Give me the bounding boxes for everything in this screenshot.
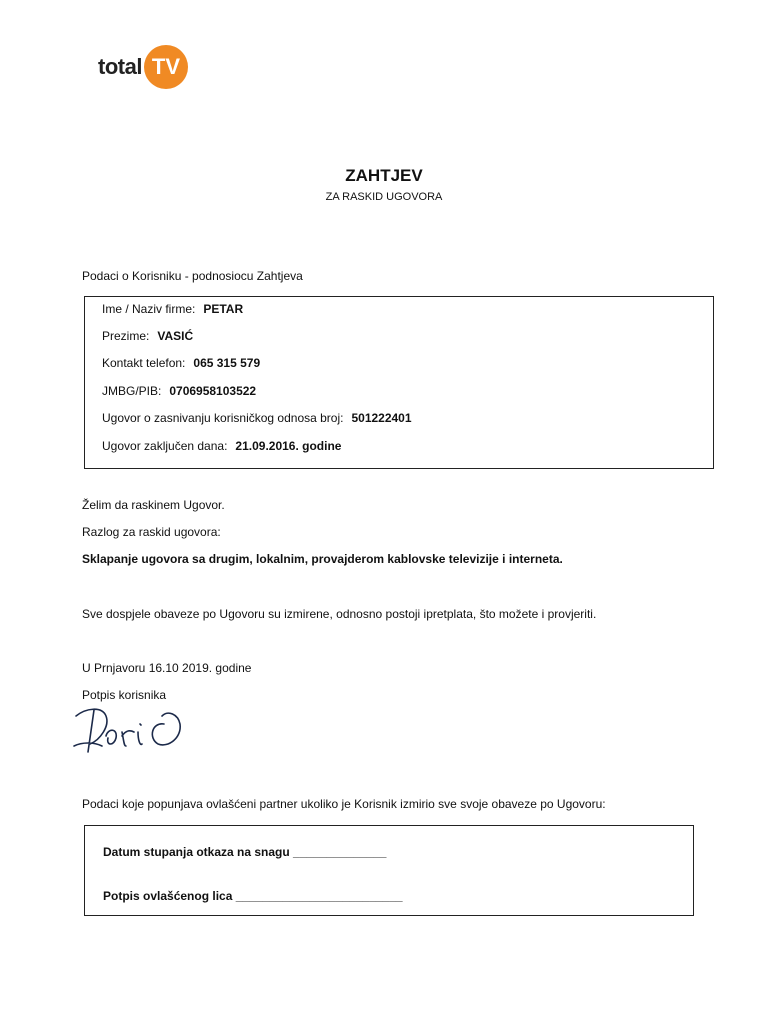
signature-label: Potpis korisnika [82,688,167,702]
field-value: 21.09.2016. godine [235,439,342,453]
field-blank: ______________ [293,845,387,859]
reason-label: Razlog za raskid ugovora: [82,525,221,539]
field-authorized-signature [103,889,403,903]
field-value: PETAR [203,302,244,316]
field-contract-date [102,439,341,453]
place-date: U Prnjavoru 16.10 2019. godine [82,661,252,675]
field-label: Kontakt telefon: [102,356,186,370]
field-value: 501222401 [351,411,412,425]
field-surname [102,329,193,343]
field-blank: _________________________ [235,889,403,903]
partner-section-heading: Podaci koje popunjava ovlašćeni partner ukoliko je Korisnik izmirio sve svoje obaveze po Ugovoru: [82,797,606,811]
field-label: Potpis ovlašćenog lica [103,889,233,903]
customer-info-box [84,296,714,469]
field-label: Ugovor zaključen dana: [102,439,228,453]
document-subtitle: ZA RASKID UGOVORA [325,191,443,203]
field-name [102,302,243,316]
field-label: Datum stupanja otkaza na snagu [103,845,290,859]
field-label: Prezime: [102,329,150,343]
totaltv-logo [98,44,188,90]
logo-word: total [98,54,142,79]
field-phone [102,356,260,370]
field-label: Ime / Naziv firme: [102,302,196,316]
logo-badge: TV [144,45,188,89]
field-jmbg [102,384,256,398]
field-value: 065 315 579 [193,356,261,370]
field-label: JMBG/PIB: [102,384,162,398]
handwritten-signature [72,702,192,764]
field-label: Ugovor o zasnivanju korisničkog odnosa broj: [102,411,344,425]
termination-intent: Želim da raskinem Ugovor. [82,498,225,512]
field-termination-date [103,845,386,859]
field-value: 0706958103522 [169,384,257,398]
reason-text: Sklapanje ugovora sa drugim, lokalnim, provajderom kablovske televizije i interneta. [82,552,563,566]
partner-info-box [84,825,694,916]
document-title: ZAHTJEV [345,166,423,185]
customer-section-heading: Podaci o Korisniku - podnosiocu Zahtjeva [82,269,303,283]
obligations-statement: Sve dospjele obaveze po Ugovoru su izmirene, odnosno postoji ipretplata, što možete i provjeriti. [82,607,597,621]
field-value: VASIĆ [157,329,194,343]
field-contract-number [102,411,412,425]
